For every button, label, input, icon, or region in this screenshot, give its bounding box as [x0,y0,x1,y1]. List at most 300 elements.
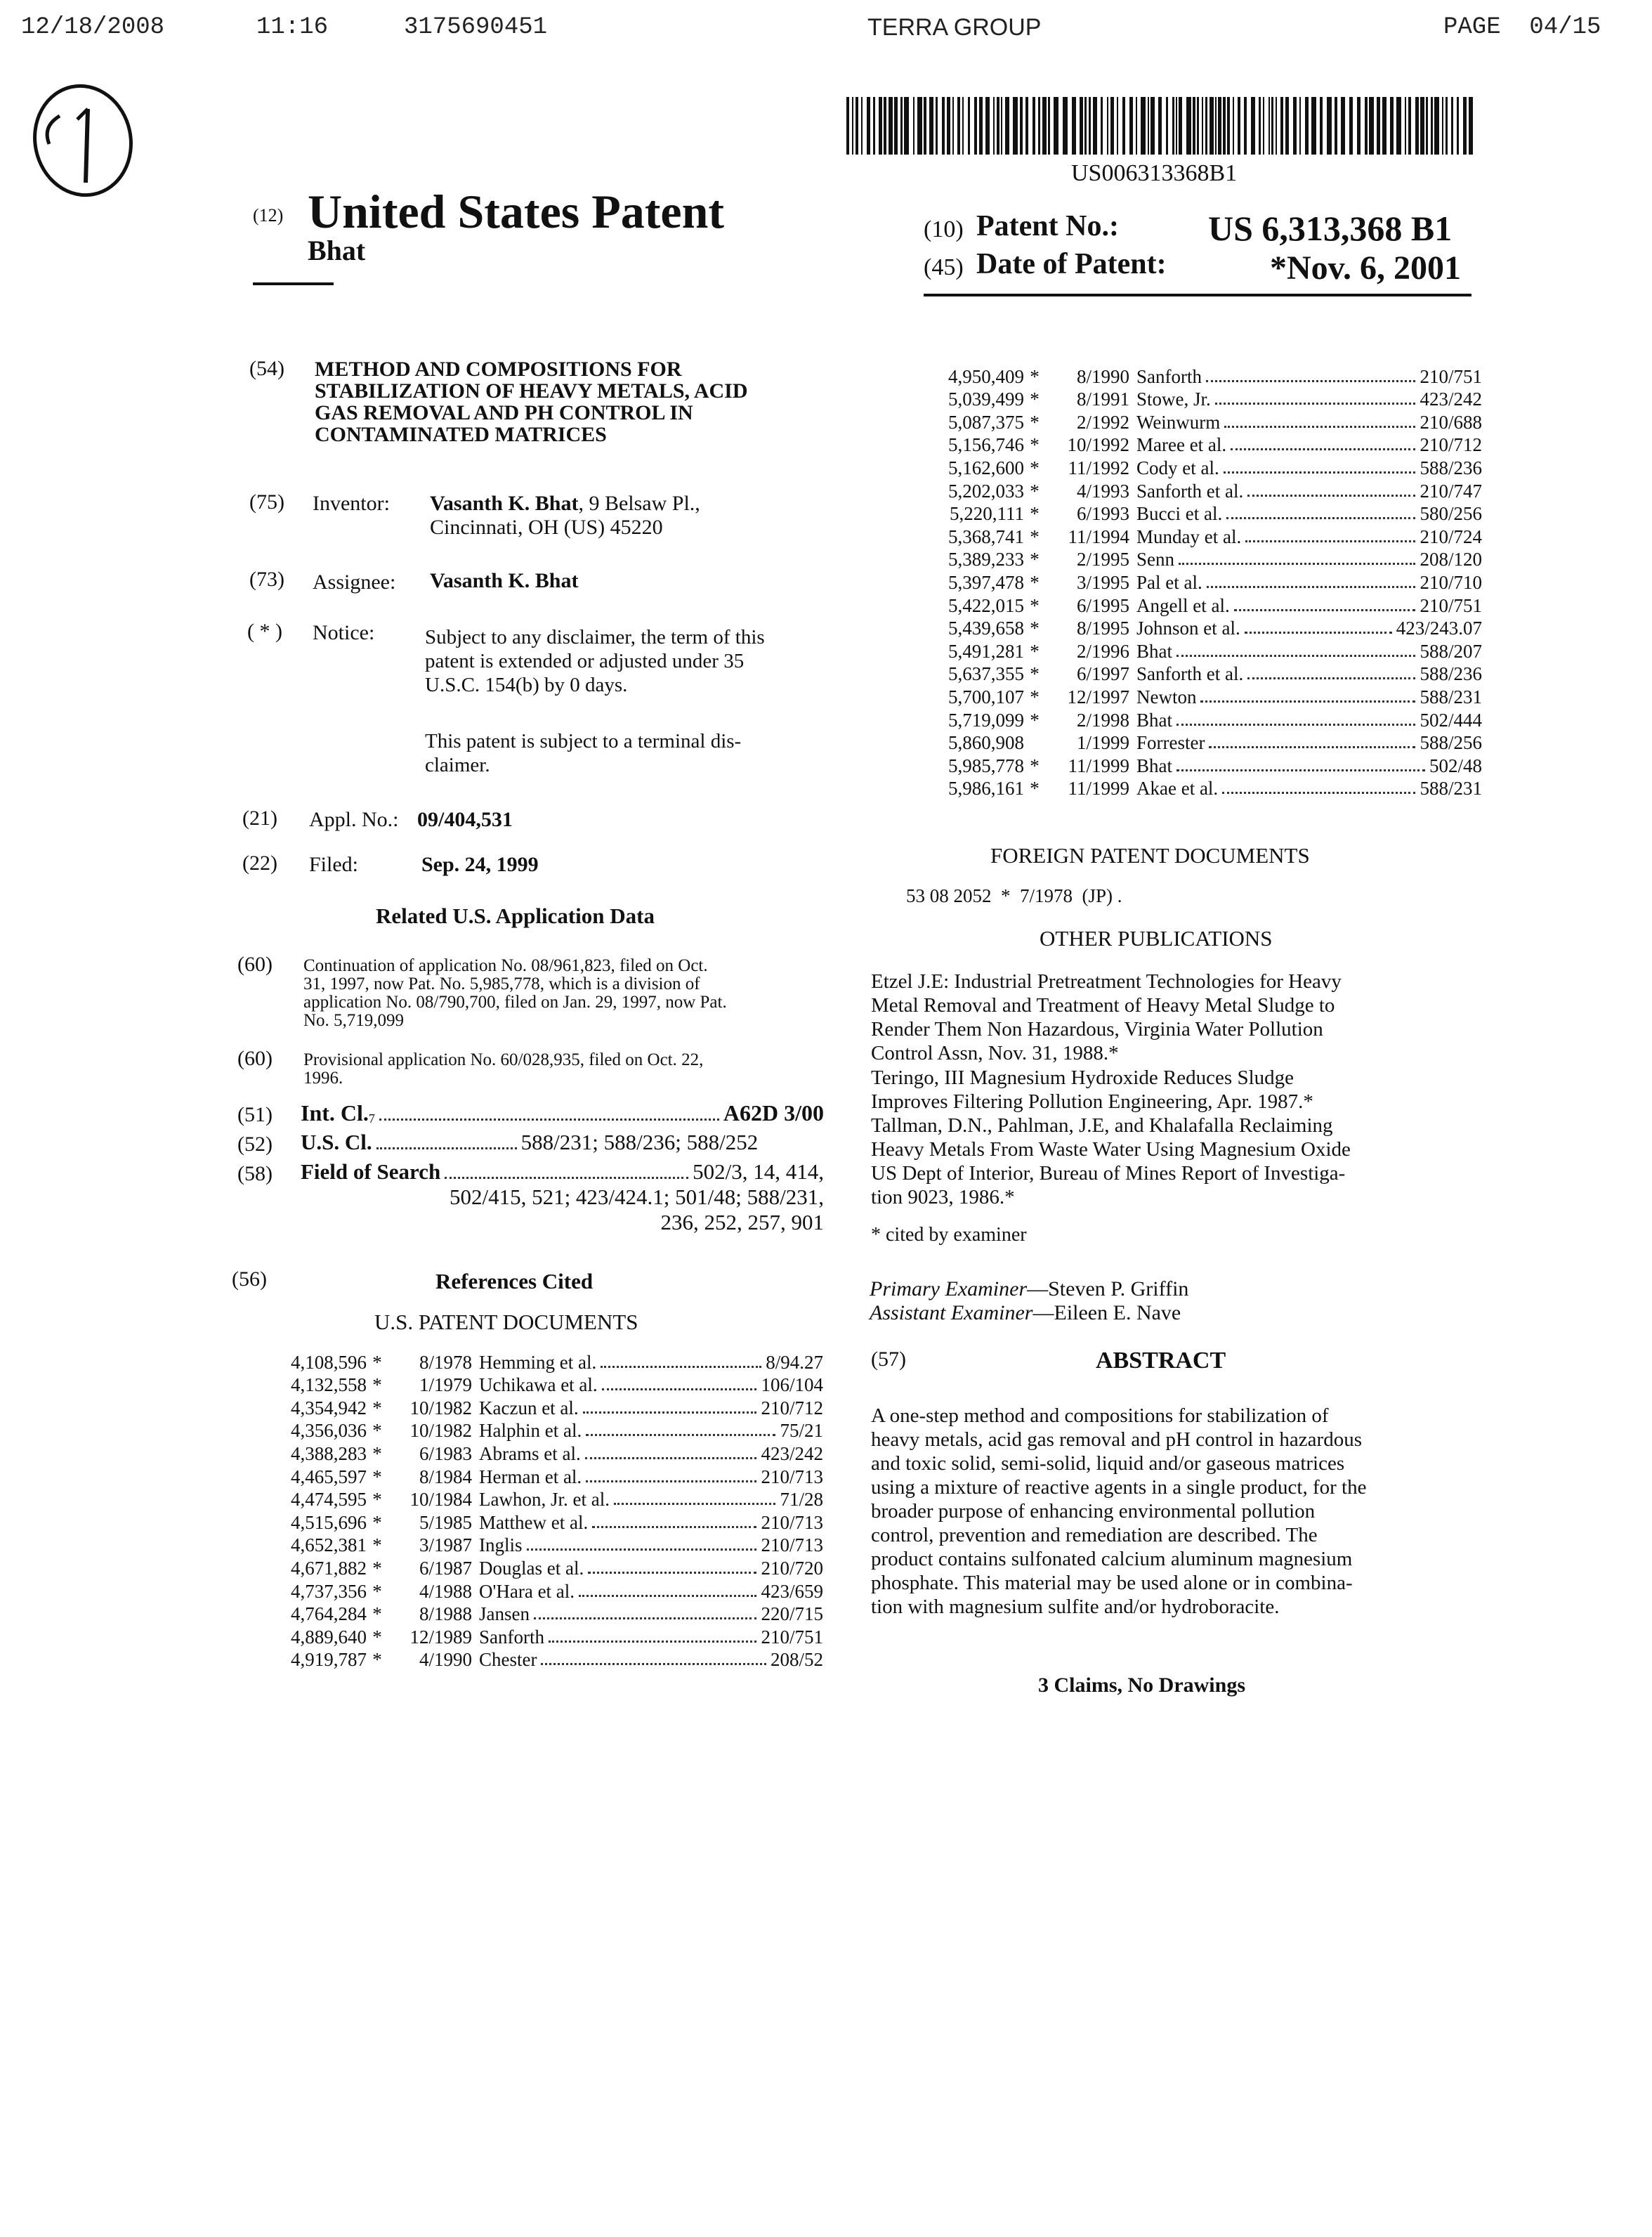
patent-number: US 6,313,368 B1 [1208,209,1453,248]
code-51: (51) [237,1103,273,1126]
reference-row [268,1465,823,1488]
publication-line: Metal Removal and Treatment of Heavy Metal Sludge to [871,994,1335,1017]
reference-date: 10/1992 [1067,434,1129,456]
reference-row [268,1419,823,1442]
barcode-bar [1202,97,1203,155]
barcode-bar [846,97,849,155]
abstract-line: using a mixture of reactive agents in a single product, for the [871,1476,1367,1499]
related-data-heading: Related U.S. Application Data [376,904,655,928]
reference-row [884,617,1482,640]
reference-date: 4/1988 [419,1580,472,1602]
reference-date: 8/1988 [419,1603,472,1625]
right-references-table [884,365,1482,800]
reference-cited-mark: * [372,1489,382,1511]
reference-date: 11/1999 [1068,778,1129,800]
reference-name: Sanforth et al. [1136,480,1244,502]
code-60-a: (60) [237,953,273,976]
barcode-bar [1396,97,1401,155]
barcode-bar [1335,97,1337,155]
barcode-bar [1101,97,1103,155]
barcode-bar [1107,97,1108,155]
reference-row [268,1579,823,1603]
barcode-bar [917,97,922,155]
dot-leader [1209,746,1415,748]
date-label: Date of Patent: [976,248,1167,280]
barcode-bar [1276,97,1277,155]
barcode-bar [1442,97,1443,155]
reference-row [268,1374,823,1397]
fax-date: 12/18/2008 [21,14,165,41]
code-75: (75) [249,490,284,514]
barcode-bar [1431,97,1433,155]
int-cl-value: A62D 3/00 [723,1100,824,1126]
reference-patent-number: 5,860,908 [948,732,1024,754]
reference-name: Akae et al. [1136,778,1219,800]
reference-name: Maree et al. [1136,434,1227,456]
notice-line: Subject to any disclaimer, the term of this [425,626,765,648]
reference-date: 6/1993 [1076,503,1129,525]
barcode-bar [1259,97,1261,155]
dot-leader [1224,426,1415,428]
reference-class: 210/713 [761,1466,823,1487]
barcode-bar [1299,97,1301,155]
reference-row [268,1442,823,1465]
barcode-bar [1357,97,1361,155]
reference-class: 210/751 [761,1626,823,1648]
reference-patent-number: 4,388,283 [291,1442,367,1464]
us-cl-value: 588/231; 588/236; 588/252 [520,1130,759,1154]
inventor-address: , 9 Belsaw Pl., [578,492,700,515]
claims-summary: 3 Claims, No Drawings [1038,1674,1246,1697]
fax-number: 3175690451 [404,14,548,41]
reference-patent-number: 4,764,284 [291,1603,367,1625]
reference-class: 210/747 [1420,480,1482,502]
us-cl-row [301,1130,824,1155]
reference-date: 1/1999 [1076,732,1129,754]
abstract-line: broader purpose of enhancing environmental pollution [871,1500,1316,1522]
reference-patent-number: 4,108,596 [291,1351,367,1373]
invention-title [315,358,748,445]
reference-cited-mark: * [1030,618,1040,639]
reference-date: 10/1982 [409,1397,472,1418]
reference-cited-mark: * [372,1603,382,1625]
reference-name: Uchikawa et al. [479,1374,598,1396]
reference-row [268,1556,823,1579]
reference-class: 210/713 [761,1534,823,1556]
reference-name: Sanforth [479,1626,544,1648]
code-45: (45) [924,254,964,280]
dot-leader [534,1617,757,1619]
publication-line: Tallman, D.N., Pahlman, J.E, and Khalafalla Reclaiming [871,1114,1333,1137]
field-of-search-label: Field of Search [301,1159,441,1184]
reference-name: Abrams et al. [479,1442,581,1464]
reference-date: 4/1993 [1076,480,1129,502]
dot-leader [1179,563,1415,565]
barcode-bar [1408,97,1411,155]
barcode-bar [1136,97,1137,155]
barcode-bar [1193,97,1195,155]
reference-patent-number: 4,354,942 [291,1397,367,1418]
reference-patent-number: 5,700,107 [948,686,1024,707]
reference-date: 12/1997 [1067,686,1129,707]
abstract-line: A one-step method and compositions for stabilization of [871,1404,1329,1427]
reference-class: 8/94.27 [766,1351,823,1373]
reference-date: 6/1987 [419,1557,472,1579]
reference-patent-number: 5,422,015 [948,594,1024,616]
reference-name: Lawhon, Jr. et al. [479,1489,610,1511]
barcode-bar [1311,97,1316,155]
publication-line: Heavy Metals From Waste Water Using Magnesium Oxide [871,1138,1351,1161]
reference-date: 6/1995 [1076,594,1129,616]
reference-patent-number: 5,439,658 [948,618,1024,639]
abstract-line: control, prevention and remediation are described. The [871,1524,1318,1546]
reference-class: 210/712 [1420,434,1482,456]
reference-class: 208/52 [770,1649,823,1671]
reference-patent-number: 5,719,099 [948,709,1024,731]
publication-line: Teringo, III Magnesium Hydroxide Reduces Sludge [871,1067,1294,1089]
primary-examiner [870,1277,1188,1301]
abstract-line: and toxic solid, semi-solid, liquid and/or gaseous matrices [871,1452,1345,1475]
reference-patent-number: 5,368,741 [948,526,1024,547]
reference-cited-mark: * [1030,709,1040,731]
barcode-bar [1176,97,1177,155]
reference-cited-mark: * [1030,503,1040,525]
reference-row [884,479,1482,502]
reference-cited-mark: * [372,1511,382,1533]
barcode-bar [861,97,863,155]
int-cl-label: Int. Cl. [301,1100,369,1126]
reference-name: Herman et al. [479,1466,582,1487]
reference-row [884,570,1482,594]
reference-name: Sanforth [1136,365,1202,387]
code-21: (21) [242,807,277,830]
reference-patent-number: 4,515,696 [291,1511,367,1533]
reference-cited-mark: * [1030,755,1040,776]
reference-cited-mark: * [372,1420,382,1442]
reference-row [884,777,1482,800]
reference-class: 588/236 [1420,663,1482,685]
reference-class: 588/256 [1420,732,1482,754]
reference-date: 3/1995 [1076,571,1129,593]
reference-name: O'Hara et al. [479,1580,575,1602]
dot-leader [592,1526,756,1528]
barcode-bar [1341,97,1345,155]
reference-cited-mark: * [372,1557,382,1579]
reference-name: Johnson et al. [1136,618,1240,639]
reference-cited-mark: * [1030,640,1040,662]
reference-class: 588/231 [1420,778,1482,800]
reference-patent-number: 4,474,595 [291,1489,367,1511]
dot-leader [1176,724,1415,726]
barcode-bar [974,97,977,155]
provisional-text [303,1051,827,1088]
dot-leader [1247,495,1415,497]
reference-row [884,708,1482,731]
reference-patent-number: 5,985,778 [948,755,1024,776]
reference-class: 210/751 [1420,594,1482,616]
barcode-bar [1218,97,1221,155]
dot-leader [1226,517,1415,519]
reference-name: Bhat [1136,709,1172,731]
barcode-bar [1268,97,1270,155]
barcode-bar [1072,97,1076,155]
barcode-bar [1446,97,1448,155]
reference-patent-number: 4,950,409 [948,365,1024,387]
reference-date: 4/1990 [419,1649,472,1671]
reference-name: Hemming et al. [479,1351,597,1373]
reference-row [268,1648,823,1671]
barcode-bar [1089,97,1091,155]
dot-leader [1176,769,1425,771]
code-57: (57) [871,1348,906,1371]
barcode-bar [879,97,882,155]
barcode-bar [1434,97,1439,155]
reference-cited-mark: * [1030,411,1040,433]
reference-date: 10/1982 [409,1420,472,1442]
reference-date: 10/1984 [409,1489,472,1511]
barcode-bar [900,97,903,155]
continuation-line: Continuation of application No. 08/961,823, filed on Oct. [303,956,708,975]
dot-leader [602,1388,757,1390]
publication-2 [871,1066,1464,1114]
inventor-name: Vasanth K. Bhat [430,492,579,515]
dot-leader [1206,380,1416,382]
reference-class: 210/712 [761,1397,823,1418]
barcode-bar [1293,97,1297,155]
barcode-bar [1166,97,1168,155]
reference-patent-number: 5,637,355 [948,663,1024,685]
dot-leader [1245,540,1415,542]
reference-cited-mark: * [1030,389,1040,410]
dot-leader [1222,792,1415,794]
reference-patent-number: 5,162,600 [948,457,1024,478]
barcode-bar [1469,97,1473,155]
reference-name: Angell et al. [1136,594,1230,616]
barcode-bar [867,97,870,155]
notice-line: U.S.C. 154(b) by 0 days. [425,674,628,696]
reference-class: 208/120 [1420,549,1482,570]
reference-date: 2/1992 [1076,411,1129,433]
inventor-line [430,492,700,516]
reference-class: 588/231 [1420,686,1482,707]
reference-cited-mark: * [372,1580,382,1602]
reference-class: 210/710 [1420,571,1482,593]
reference-name: Sanforth et al. [1136,663,1244,685]
dot-leader [541,1663,766,1665]
reference-name: Senn [1136,549,1174,570]
dot-leader [1245,632,1392,634]
barcode-bar [852,97,853,155]
fax-sender: TERRA GROUP [867,14,1042,41]
barcode-bar [1205,97,1207,155]
fax-time: 11:16 [256,14,329,41]
barcode-bar [1179,97,1182,155]
reference-date: 12/1989 [409,1626,472,1648]
reference-patent-number: 4,919,787 [291,1649,367,1671]
barcode [846,97,1479,155]
barcode-bar [1280,97,1283,155]
reference-patent-number: 5,087,375 [948,411,1024,433]
dot-leader [601,1366,761,1368]
abstract-heading: ABSTRACT [1096,1348,1226,1374]
barcode-bar [1233,97,1234,155]
reference-row [268,1511,823,1534]
reference-class: 580/256 [1420,503,1482,525]
barcode-bar [1215,97,1217,155]
assistant-examiner [870,1301,1181,1325]
handwritten-circle-mark [21,77,137,200]
reference-cited-mark: * [1030,457,1040,478]
reference-class: 423/243.07 [1396,618,1482,639]
reference-class: 220/715 [761,1603,823,1625]
publication-1 [871,970,1464,1065]
title-rule-long [924,294,1471,296]
reference-class: 210/720 [761,1557,823,1579]
foreign-document-entry: 53 08 2052 * 7/1978 (JP) . [906,885,1122,906]
reference-name: Stowe, Jr. [1136,389,1211,410]
barcode-bar [1349,97,1353,155]
reference-patent-number: 5,039,499 [948,389,1024,410]
barcode-bar [884,97,886,155]
reference-name: Bhat [1136,755,1172,776]
barcode-bar [1244,97,1247,155]
patent-title: United States Patent [308,185,725,238]
barcode-bar [962,97,964,155]
reference-row [268,1534,823,1557]
dot-leader [614,1503,776,1505]
barcode-bar [929,97,933,155]
reference-row [268,1488,823,1511]
barcode-bar [1063,97,1068,155]
publication-3 [871,1114,1464,1209]
barcode-bar [942,97,945,155]
reference-name: Bhat [1136,640,1172,662]
invention-title-line: METHOD AND COMPOSITIONS FOR [315,358,682,381]
barcode-bar [1148,97,1149,155]
reference-date: 5/1985 [419,1511,472,1533]
abstract-line: tion with magnesium sulfite and/or hydroboracite. [871,1596,1280,1618]
barcode-bar [1210,97,1214,155]
dot-leader [1200,700,1415,703]
reference-row [884,388,1482,411]
barcode-bar [1390,97,1394,155]
reference-name: Weinwurm [1136,411,1221,433]
code-10: (10) [924,216,964,242]
code-58: (58) [237,1162,273,1185]
reference-patent-number: 4,356,036 [291,1420,367,1442]
dot-leader [588,1572,756,1574]
dot-leader [583,1411,757,1414]
reference-date: 6/1997 [1076,663,1129,685]
filed-label: Filed: [309,853,359,876]
dot-leader [379,1118,719,1121]
reference-class: 106/104 [761,1374,823,1396]
barcode-bar [1320,97,1323,155]
dot-leader [1247,677,1415,679]
reference-class: 75/21 [780,1420,823,1442]
barcode-bar [855,97,858,155]
invention-title-line: GAS REMOVAL AND PH CONTROL IN [315,401,693,424]
reference-date: 8/1991 [1076,389,1129,410]
appl-no: 09/404,531 [417,808,513,831]
assistant-examiner-name: —Eileen E. Nave [1032,1301,1181,1324]
reference-class: 210/724 [1420,526,1482,547]
reference-date: 11/1999 [1068,755,1129,776]
reference-class: 423/242 [761,1442,823,1464]
reference-cited-mark: * [1030,480,1040,502]
inventor-short: Bhat [308,235,366,266]
reference-date: 11/1994 [1068,526,1129,547]
barcode-bar [1093,97,1097,155]
dot-leader [445,1177,688,1179]
reference-name: Halphin et al. [479,1420,582,1442]
dot-leader [376,1147,517,1149]
barcode-bar [1141,97,1146,155]
reference-cited-mark: * [1030,663,1040,685]
reference-name: Jansen [479,1603,530,1625]
int-cl-row [301,1100,824,1126]
barcode-bar [952,97,954,155]
assistant-examiner-label: Assistant Examiner [870,1301,1033,1324]
dot-leader [1215,403,1416,405]
barcode-bar [1129,97,1133,155]
primary-examiner-name: —Steven P. Griffin [1027,1277,1189,1300]
reference-patent-number: 4,889,640 [291,1626,367,1648]
reference-row [268,1603,823,1626]
barcode-bar [979,97,983,155]
reference-row [884,410,1482,433]
reference-date: 8/1984 [419,1466,472,1487]
reference-patent-number: 5,986,161 [948,778,1024,800]
assignee-name: Vasanth K. Bhat [430,569,579,592]
reference-cited-mark: * [1030,526,1040,547]
barcode-bar [1415,97,1419,155]
barcode-text: US006313368B1 [1071,160,1238,186]
reference-date: 2/1995 [1076,549,1129,570]
inventor-label: Inventor: [313,492,390,515]
code-52: (52) [237,1133,273,1156]
barcode-bar [1080,97,1083,155]
barcode-bar [1110,97,1114,155]
barcode-bar [1420,97,1424,155]
reference-patent-number: 4,737,356 [291,1580,367,1602]
notice-label: Notice: [313,621,375,644]
provisional-line: 1996. [303,1069,343,1088]
barcode-bar [1122,97,1125,155]
barcode-bar [1305,97,1309,155]
reference-cited-mark: * [1030,686,1040,707]
reference-class: 502/444 [1420,709,1482,731]
barcode-bar [913,97,914,155]
terminal-line: This patent is subject to a terminal dis- [425,730,742,752]
inventor-city: Cincinnati, OH (US) 45220 [430,516,663,539]
reference-row [884,663,1482,686]
barcode-bar [1405,97,1406,155]
reference-class: 502/48 [1429,755,1482,776]
dot-leader [1207,586,1416,588]
reference-name: Munday et al. [1136,526,1242,547]
barcode-bar [1271,97,1273,155]
dot-leader [549,1641,757,1643]
terminal-disclaimer [425,729,836,777]
dot-leader [586,1434,775,1436]
barcode-bar [1263,97,1264,155]
barcode-bar [1054,97,1058,155]
reference-row [884,754,1482,777]
barcode-bar [936,97,938,155]
barcode-bar [1150,97,1155,155]
barcode-bar [1451,97,1453,155]
